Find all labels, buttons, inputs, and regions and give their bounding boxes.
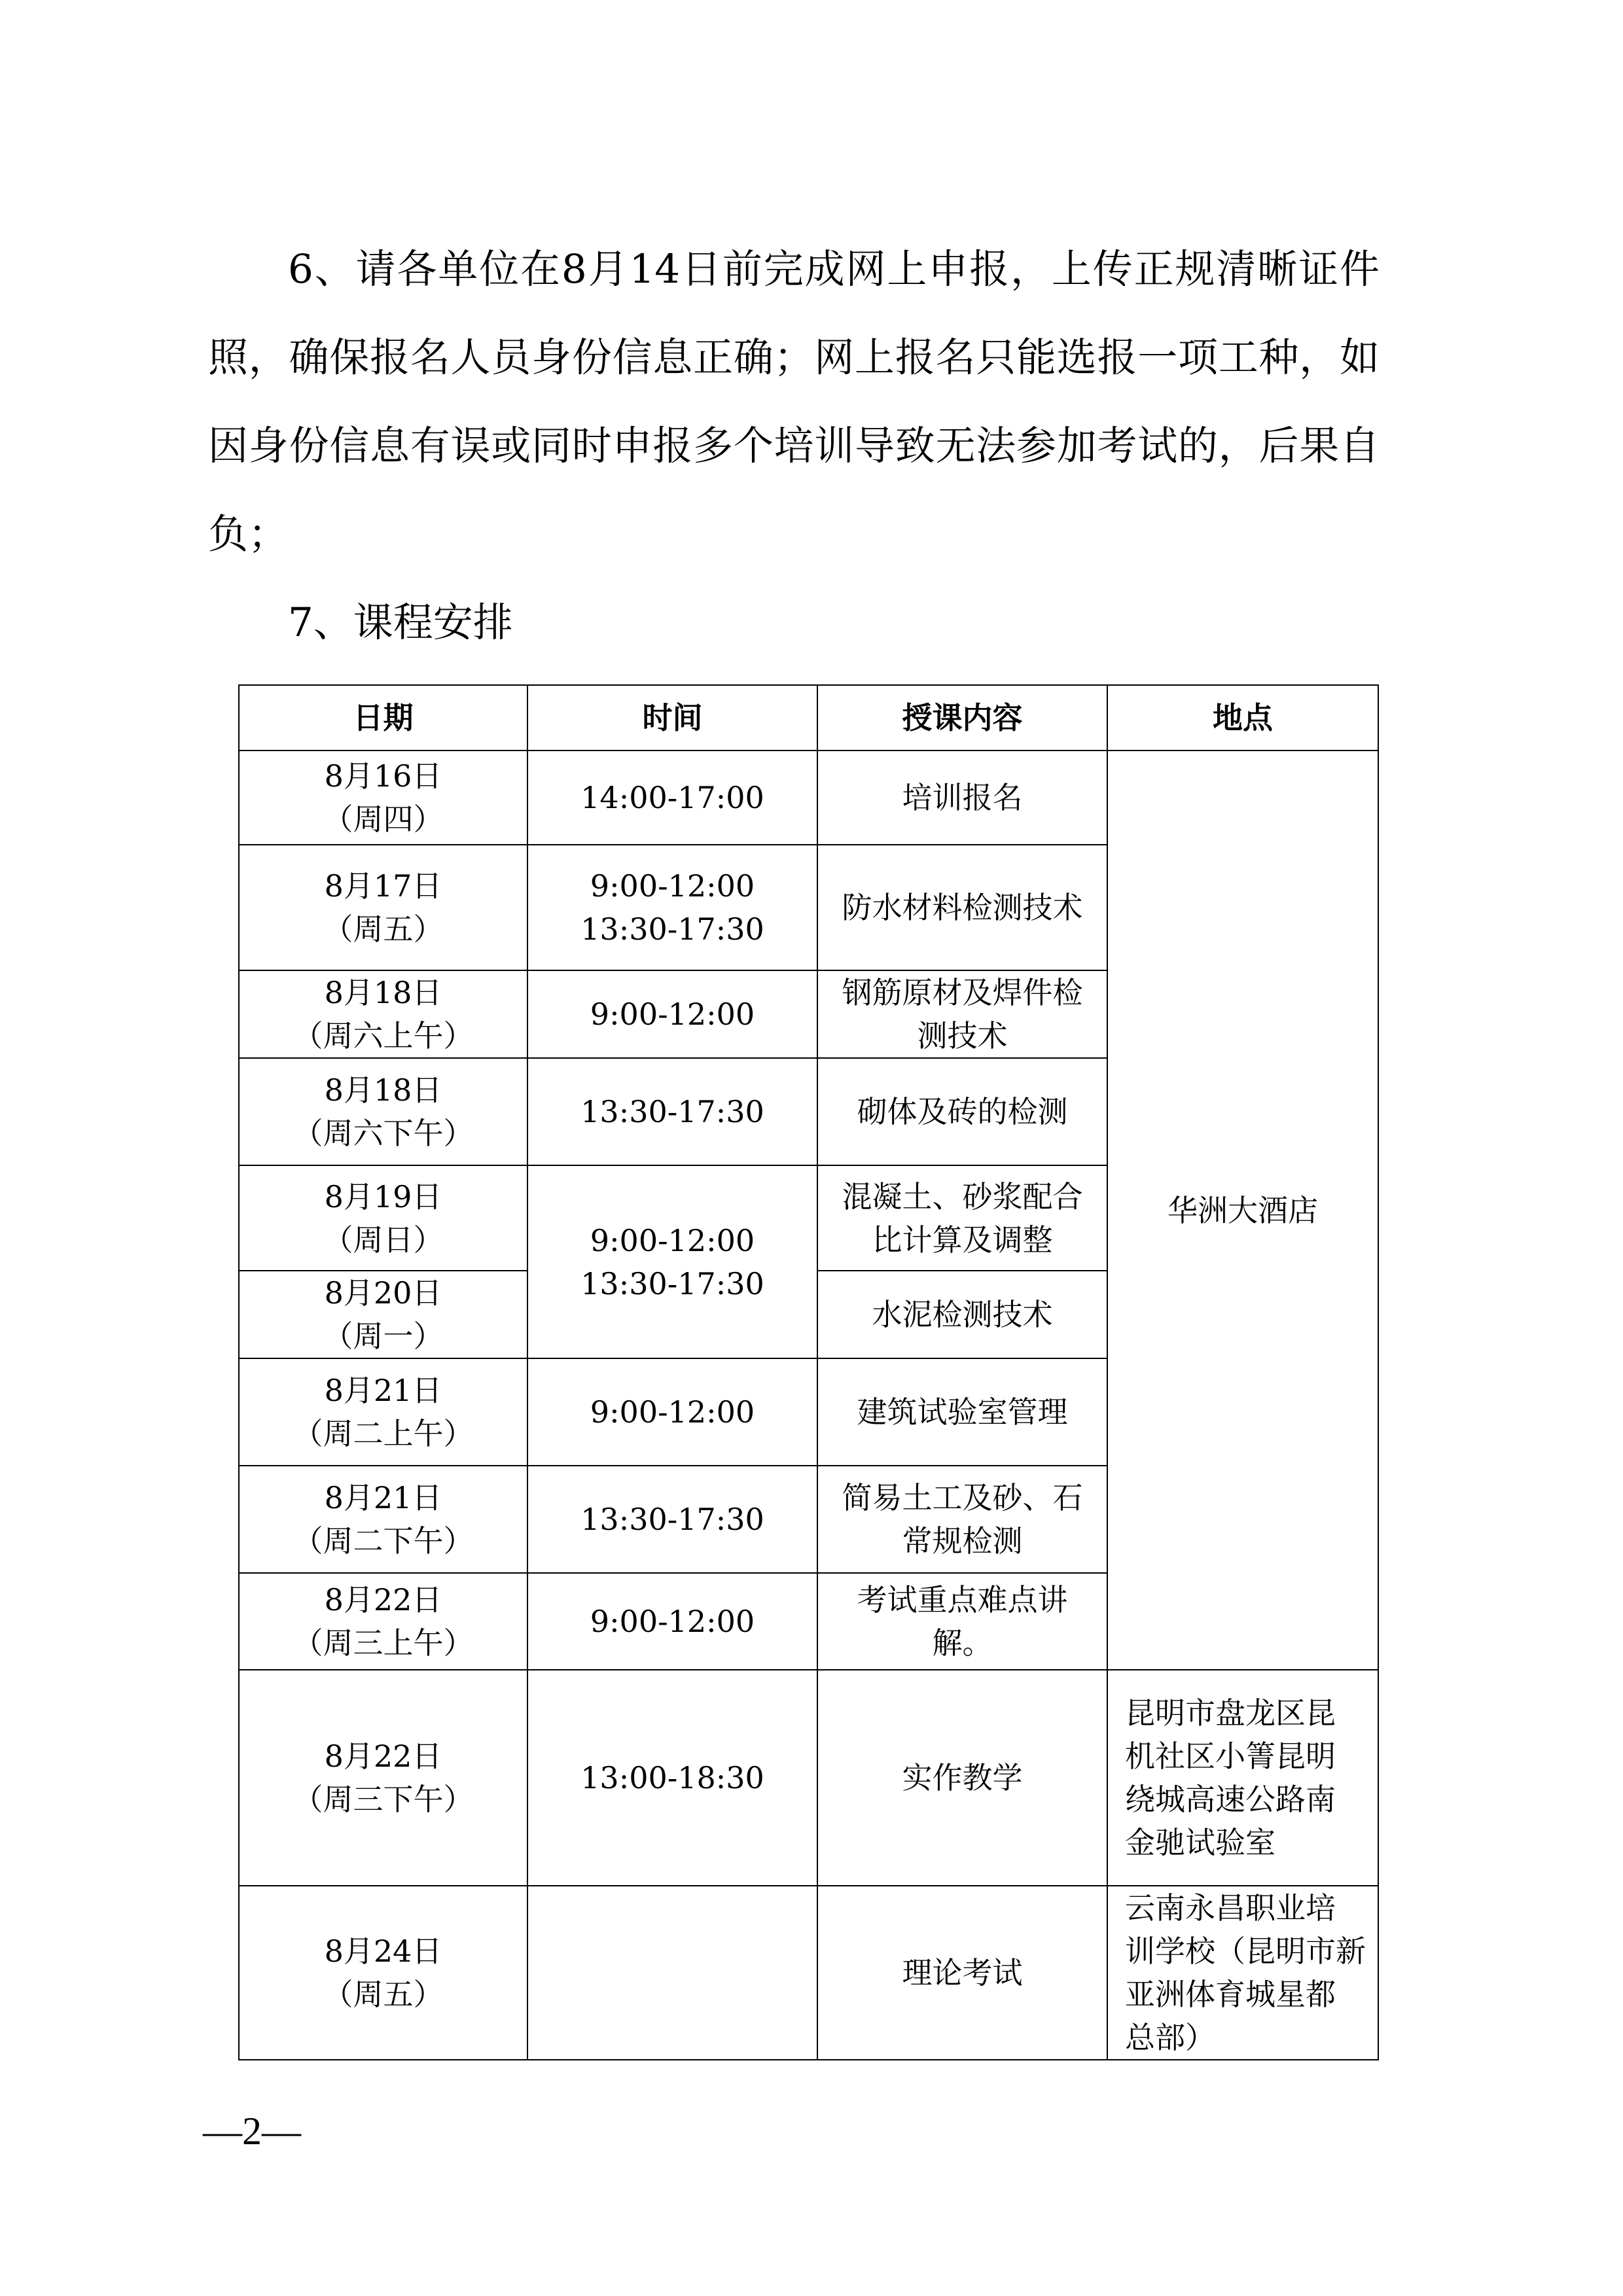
cell-date: 8月22日 （周三下午） bbox=[239, 1670, 527, 1886]
cell-date: 8月17日 （周五） bbox=[239, 845, 527, 970]
header-content: 授课内容 bbox=[817, 685, 1107, 751]
header-location: 地点 bbox=[1107, 685, 1378, 751]
cell-content: 理论考试 bbox=[817, 1886, 1107, 2060]
header-time: 时间 bbox=[527, 685, 817, 751]
cell-time: 13:30-17:30 bbox=[527, 1058, 817, 1165]
cell-date: 8月21日 （周二上午） bbox=[239, 1358, 527, 1466]
cell-date: 8月18日 （周六下午） bbox=[239, 1058, 527, 1165]
cell-date: 8月21日 （周二下午） bbox=[239, 1466, 527, 1573]
cell-time: 9:00-12:00 13:30-17:30 bbox=[527, 845, 817, 970]
schedule-table bbox=[238, 684, 1379, 2060]
cell-content: 考试重点难点讲 解。 bbox=[817, 1573, 1107, 1670]
header-date: 日期 bbox=[239, 685, 527, 751]
cell-content: 水泥检测技术 bbox=[817, 1271, 1107, 1358]
cell-location-merged: 华洲大酒店 bbox=[1107, 751, 1378, 1670]
cell-time: 13:30-17:30 bbox=[527, 1466, 817, 1573]
cell-time: 9:00-12:00 bbox=[527, 1358, 817, 1466]
cell-content: 简易土工及砂、石 常规检测 bbox=[817, 1466, 1107, 1573]
cell-time: 9:00-12:00 bbox=[527, 970, 817, 1058]
cell-time: 14:00-17:00 bbox=[527, 751, 817, 845]
cell-date: 8月16日 （周四） bbox=[239, 751, 527, 845]
cell-content: 建筑试验室管理 bbox=[817, 1358, 1107, 1466]
table-row bbox=[239, 1670, 1378, 1886]
cell-date: 8月22日 （周三上午） bbox=[239, 1573, 527, 1670]
table-header-row bbox=[239, 685, 1378, 751]
table-row bbox=[239, 1886, 1378, 2060]
cell-date: 8月20日 （周一） bbox=[239, 1271, 527, 1358]
page-number: —2— bbox=[203, 2110, 301, 2153]
cell-location: 昆明市盘龙区昆 机社区小箐昆明 绕城高速公路南 金驰试验室 bbox=[1107, 1670, 1378, 1886]
cell-date: 8月18日 （周六上午） bbox=[239, 970, 527, 1058]
cell-content: 培训报名 bbox=[817, 751, 1107, 845]
paragraph-item-7: 7、课程安排 bbox=[288, 599, 513, 646]
cell-content: 混凝土、砂浆配合 比计算及调整 bbox=[817, 1165, 1107, 1271]
cell-date: 8月19日 （周日） bbox=[239, 1165, 527, 1271]
cell-time-merged: 9:00-12:00 13:30-17:30 bbox=[527, 1165, 817, 1358]
table-row bbox=[239, 751, 1378, 845]
cell-time: 13:00-18:30 bbox=[527, 1670, 817, 1886]
cell-time: 9:00-12:00 bbox=[527, 1573, 817, 1670]
cell-content: 实作教学 bbox=[817, 1670, 1107, 1886]
cell-content: 防水材料检测技术 bbox=[817, 845, 1107, 970]
cell-time bbox=[527, 1886, 817, 2060]
cell-content: 砌体及砖的检测 bbox=[817, 1058, 1107, 1165]
cell-date: 8月24日 （周五） bbox=[239, 1886, 527, 2060]
paragraph-item-6: 6、请各单位在8月14日前完成网上申报，上传正规清晰证件照，确保报名人员身份信息正确；网上报名只能选报一项工种，如因身份信息有误或同时申报多个培训导致无法参加考试的，后果自负； bbox=[208, 246, 1380, 557]
cell-location: 云南永昌职业培 训学校（昆明市新 亚洲体育城星都 总部） bbox=[1107, 1886, 1378, 2060]
cell-content: 钢筋原材及焊件检 测技术 bbox=[817, 970, 1107, 1058]
